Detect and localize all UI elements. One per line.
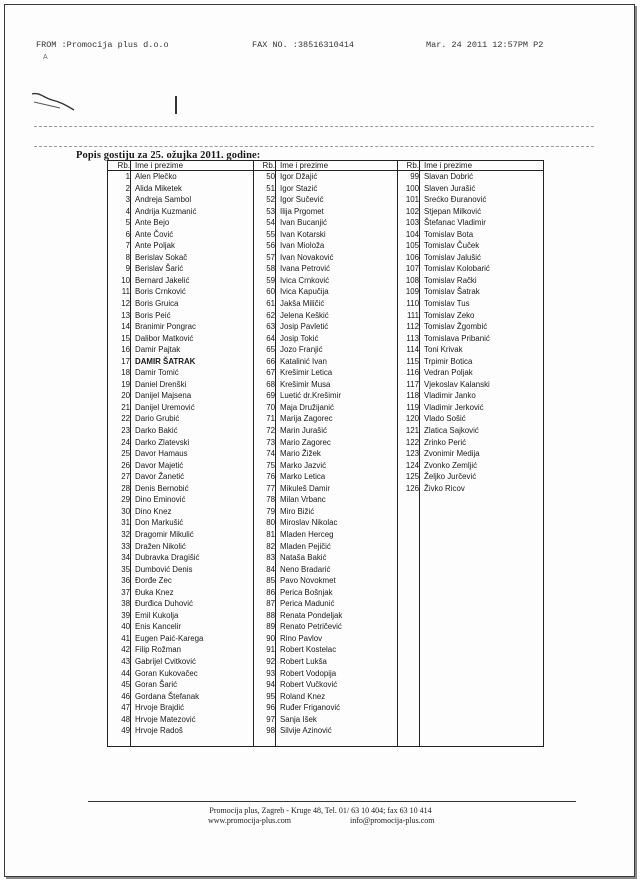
row-number: 15 <box>121 333 130 343</box>
guest-name: Josip Pavletić <box>280 322 329 332</box>
row-number: 62 <box>266 310 275 320</box>
row-number: 123 <box>405 449 419 459</box>
guest-name: Stjepan Milković <box>424 206 482 216</box>
guest-name: Vedran Poljak <box>424 368 473 378</box>
guest-name: Katalinić Ivan <box>280 356 327 366</box>
row-number: 3 <box>125 195 130 205</box>
row-number: 14 <box>121 322 130 332</box>
guest-name: Ruđer Friganović <box>280 703 341 713</box>
guest-name: Trpimir Botica <box>424 356 473 366</box>
guest-name: Vlado Sošić <box>424 414 466 424</box>
guest-name: Josip Tokić <box>280 333 319 343</box>
guest-name: Igor Sučević <box>280 195 324 205</box>
header-rb: Rb. <box>117 161 130 170</box>
row-number: 7 <box>125 241 130 251</box>
fold-line <box>34 126 594 127</box>
row-number: 37 <box>121 587 130 597</box>
row-number: 67 <box>266 368 275 378</box>
guest-name: Branimir Pongrac <box>135 322 196 332</box>
guest-name: Dino Eminović <box>135 495 186 505</box>
row-number: 98 <box>266 726 275 736</box>
row-number: 110 <box>406 299 419 309</box>
guest-name: Tomislav Zeko <box>424 310 475 320</box>
row-number: 12 <box>121 299 130 309</box>
guest-name: Berislav Šarić <box>135 264 184 274</box>
row-number: 58 <box>266 264 275 274</box>
fax-header <box>36 40 596 54</box>
header-name: Ime i prezime <box>135 161 184 170</box>
guest-name: Davor Hamaus <box>135 449 188 459</box>
guest-name: Ivica Crnković <box>280 275 330 285</box>
guest-name: Dino Knez <box>135 506 172 516</box>
row-number: 43 <box>121 656 130 666</box>
guest-name: Štefanac Vladimir <box>424 218 486 228</box>
row-number: 120 <box>405 414 419 424</box>
guest-name: Jakša Miličić <box>280 299 325 309</box>
guest-name: Mikuleš Damir <box>280 483 330 493</box>
guest-name: Miroslav Nikolac <box>280 518 338 528</box>
footer-email: info@promocija-plus.com <box>350 816 435 825</box>
row-number: 34 <box>121 553 130 563</box>
fax-date: Mar. 24 2011 12:57PM P2 <box>426 40 544 50</box>
guest-name: Ante Bejo <box>135 218 170 228</box>
scribble-mark <box>30 90 76 114</box>
footer-address: Promocija plus, Zagreb - Kruge 48, Tel. 01/ 63 10 404; fax 63 10 414 <box>209 806 432 815</box>
row-number: 121 <box>405 426 419 436</box>
guest-name: Hrvoje Brajdić <box>135 703 185 713</box>
guest-name: Vjekoslav Kalanski <box>424 379 490 389</box>
guest-name: Perica Bošnjak <box>280 587 333 597</box>
row-number: 95 <box>266 691 275 701</box>
row-number: 92 <box>266 656 275 666</box>
row-number: 30 <box>121 506 130 516</box>
row-number: 84 <box>266 564 275 574</box>
guest-name: Željko Jurčević <box>424 472 477 482</box>
guest-name: Danijel Majsena <box>135 391 192 401</box>
row-number: 119 <box>406 402 419 412</box>
guest-name: Danijel Uremović <box>135 402 195 412</box>
row-number: 114 <box>406 345 419 355</box>
guest-name: Berislav Sokač <box>135 252 188 262</box>
row-number: 8 <box>125 252 130 262</box>
guest-name: Goran Šarić <box>135 680 178 690</box>
row-number: 27 <box>121 472 130 482</box>
row-number: 52 <box>266 195 275 205</box>
row-number: 28 <box>121 483 130 493</box>
header-rb: Rb. <box>406 161 419 170</box>
guest-name: DAMIR ŠATRAK <box>135 356 196 366</box>
bar-mark <box>175 96 177 114</box>
row-number: 5 <box>125 218 130 228</box>
row-number: 46 <box>121 691 130 701</box>
row-number: 9 <box>125 264 130 274</box>
guest-name: Ivan Mioloža <box>280 241 325 251</box>
guest-name: Dario Grubić <box>135 414 180 424</box>
row-number: 102 <box>405 206 419 216</box>
header-name: Ime i prezime <box>424 161 473 170</box>
guest-name: Marko Letica <box>280 472 326 482</box>
row-number: 42 <box>121 645 130 655</box>
row-number: 13 <box>121 310 130 320</box>
fax-from: FROM :Promocija plus d.o.o <box>36 40 169 50</box>
footer-divider <box>88 801 576 802</box>
row-number: 32 <box>121 529 130 539</box>
guest-name: Đurđica Duhović <box>135 599 193 609</box>
row-number: 69 <box>266 391 275 401</box>
guest-name: Boris Peić <box>135 310 171 320</box>
row-number: 115 <box>406 356 419 366</box>
row-number: 111 <box>407 310 419 320</box>
guest-name: Ivan Kotarski <box>280 229 326 239</box>
row-number: 16 <box>121 345 130 355</box>
guest-name: Miro Bižić <box>280 506 315 516</box>
row-number: 53 <box>266 206 275 216</box>
row-number: 72 <box>266 426 275 436</box>
guest-name: Renata Pondeljak <box>280 610 343 620</box>
guest-name: Marija Zagorec <box>280 414 333 424</box>
row-number: 2 <box>125 183 130 193</box>
guest-name: Marko Jazvić <box>280 460 327 470</box>
row-number: 112 <box>406 322 419 332</box>
row-number: 91 <box>266 645 275 655</box>
guest-name: Zvonko Zemljić <box>424 460 478 470</box>
row-number: 70 <box>266 402 275 412</box>
guest-name: Tomislav Rački <box>424 275 477 285</box>
guest-name: Tomislav Bota <box>424 229 474 239</box>
guest-name: Sanja Išek <box>280 714 317 724</box>
row-number: 80 <box>266 518 275 528</box>
guest-name: Jozo Franjić <box>280 345 323 355</box>
fax-number: FAX NO. :38516310414 <box>252 40 355 50</box>
guest-name: Tomislava Pribanić <box>424 333 490 343</box>
row-number: 107 <box>405 264 419 274</box>
row-number: 49 <box>121 726 130 736</box>
row-number: 6 <box>125 229 130 239</box>
guest-name: Ilija Prgomet <box>280 206 324 216</box>
guest-name: Renato Petričević <box>280 622 342 632</box>
row-number: 87 <box>266 599 275 609</box>
row-number: 68 <box>266 379 275 389</box>
guest-name: Bernard Jakelić <box>135 275 190 285</box>
guest-name: Filip Rožman <box>135 645 182 655</box>
guest-name: Enis Kancelir <box>135 622 182 632</box>
row-number: 122 <box>405 437 419 447</box>
guest-name: Vladimir Jerković <box>424 402 484 412</box>
row-number: 44 <box>121 668 130 678</box>
row-number: 61 <box>266 299 275 309</box>
guest-name: Mario Žižek <box>280 449 321 459</box>
header-name: Ime i prezime <box>280 161 329 170</box>
row-number: 100 <box>405 183 419 193</box>
row-number: 47 <box>121 703 130 713</box>
guest-name: Perica Madunić <box>280 599 335 609</box>
guest-name: Slaven Jurašić <box>424 183 476 193</box>
guest-name: Mario Zagorec <box>280 437 331 447</box>
guest-name: Krešimir Letica <box>280 368 333 378</box>
row-number: 105 <box>405 241 419 251</box>
row-number: 60 <box>266 287 275 297</box>
row-number: 21 <box>121 402 130 412</box>
guest-table <box>107 160 544 747</box>
fold-line <box>34 146 594 147</box>
guest-name: Jelena Keškić <box>280 310 329 320</box>
row-number: 82 <box>266 541 275 551</box>
row-number: 75 <box>266 460 275 470</box>
guest-name: Eugen Paić-Karega <box>135 633 204 643</box>
column-divider <box>419 161 420 746</box>
row-number: 29 <box>121 495 130 505</box>
row-number: 71 <box>266 414 275 424</box>
row-number: 78 <box>266 495 275 505</box>
guest-name: Hrvoje Radoš <box>135 726 183 736</box>
guest-name: Darko Zlatevski <box>135 437 190 447</box>
row-number: 83 <box>266 553 275 563</box>
row-number: 54 <box>266 218 275 228</box>
guest-name: Don Markušić <box>135 518 184 528</box>
guest-name: Mladen Pejičić <box>280 541 331 551</box>
row-number: 74 <box>266 449 275 459</box>
row-number: 65 <box>266 345 275 355</box>
guest-name: Ivana Petrović <box>280 264 330 274</box>
guest-name: Igor Džajić <box>280 172 318 181</box>
guest-name: Dalibor Matković <box>135 333 194 343</box>
guest-name: Denis Bernobić <box>135 483 189 493</box>
column-divider <box>253 161 254 746</box>
guest-name: Ivan Bucanjić <box>280 218 327 228</box>
row-number: 116 <box>406 368 419 378</box>
guest-name: Goran Kukovačec <box>135 668 198 678</box>
guest-name: Zrinko Perić <box>424 437 467 447</box>
guest-name: Nataša Bakić <box>280 553 327 563</box>
guest-name: Milan Vrbanc <box>280 495 326 505</box>
fax-mark: A <box>43 54 48 61</box>
guest-name: Dumbović Denis <box>135 564 193 574</box>
row-number: 20 <box>121 391 130 401</box>
guest-name: Damir Tomić <box>135 368 179 378</box>
guest-name: Andrija Kuzmanić <box>135 206 197 216</box>
row-number: 57 <box>266 252 275 262</box>
guest-name: Tomislav Šatrak <box>424 287 480 297</box>
row-number: 81 <box>266 529 275 539</box>
row-number: 124 <box>405 460 419 470</box>
row-number: 4 <box>125 206 130 216</box>
row-number: 19 <box>121 379 130 389</box>
guest-name: Gabrijel Cvitković <box>135 656 196 666</box>
guest-name: Tomislav Čuček <box>424 241 480 251</box>
row-number: 77 <box>266 483 275 493</box>
guest-name: Darko Bakić <box>135 426 178 436</box>
row-number: 106 <box>405 252 419 262</box>
guest-name: Alida Miketek <box>135 183 182 193</box>
row-number: 39 <box>121 610 130 620</box>
guest-name: Slavan Dobrić <box>424 172 474 181</box>
guest-name: Andreja Sambol <box>135 195 192 205</box>
guest-name: Neno Bradarić <box>280 564 331 574</box>
row-number: 126 <box>405 483 419 493</box>
row-number: 10 <box>121 275 130 285</box>
guest-name: Daniel Drenški <box>135 379 187 389</box>
row-number: 66 <box>266 356 275 366</box>
row-number: 109 <box>405 287 419 297</box>
row-number: 55 <box>266 229 275 239</box>
row-number: 1 <box>125 172 130 181</box>
header-rb: Rb. <box>262 161 275 170</box>
row-number: 103 <box>405 218 419 228</box>
row-number: 31 <box>121 518 130 528</box>
row-number: 125 <box>405 472 419 482</box>
row-number: 104 <box>405 229 419 239</box>
row-number: 76 <box>266 472 275 482</box>
guest-name: Robert Lukša <box>280 656 327 666</box>
guest-name: Zlatica Sajković <box>424 426 479 436</box>
row-number: 117 <box>406 379 419 389</box>
guest-name: Tomislav Jalušić <box>424 252 482 262</box>
guest-name: Maja Družijanić <box>280 402 334 412</box>
row-number: 64 <box>266 333 275 343</box>
row-number: 63 <box>266 322 275 332</box>
guest-name: Đuka Knez <box>135 587 174 597</box>
row-number: 33 <box>121 541 130 551</box>
guest-name: Dražen Nikolić <box>135 541 186 551</box>
guest-name: Davor Žanetić <box>135 472 185 482</box>
row-number: 26 <box>121 460 130 470</box>
row-number: 24 <box>121 437 130 447</box>
row-number: 86 <box>266 587 275 597</box>
column-divider <box>275 161 276 746</box>
guest-name: Robert Kostelac <box>280 645 337 655</box>
guest-name: Ivica Kapučija <box>280 287 329 297</box>
guest-name: Ante Poljak <box>135 241 175 251</box>
row-number: 94 <box>266 680 275 690</box>
guest-name: Davor Majetić <box>135 460 184 470</box>
guest-name: Robert Vučković <box>280 680 338 690</box>
guest-name: Damir Pajtak <box>135 345 181 355</box>
guest-name: Mladen Herceg <box>280 529 334 539</box>
row-number: 113 <box>406 333 419 343</box>
row-number: 88 <box>266 610 275 620</box>
footer-website: www.promocija-plus.com <box>208 816 292 825</box>
guest-name: Hrvoje Matezović <box>135 714 196 724</box>
row-number: 59 <box>266 275 275 285</box>
row-number: 36 <box>121 576 130 586</box>
row-number: 40 <box>121 622 130 632</box>
row-number: 90 <box>266 633 275 643</box>
guest-name: Krešimir Musa <box>280 379 331 389</box>
row-number: 23 <box>121 426 130 436</box>
guest-name: Marin Jurašić <box>280 426 327 436</box>
row-number: 51 <box>266 183 275 193</box>
guest-name: Dubravka Dragišić <box>135 553 200 563</box>
row-number: 38 <box>121 599 130 609</box>
column-divider <box>130 161 131 746</box>
guest-name: Tomislav Žgombić <box>424 322 488 332</box>
row-number: 35 <box>121 564 130 574</box>
guest-name: Živko Ricov <box>424 483 465 493</box>
row-number: 17 <box>121 356 130 366</box>
row-number: 22 <box>121 414 130 424</box>
row-number: 11 <box>121 287 130 297</box>
row-number: 85 <box>266 576 275 586</box>
row-number: 99 <box>410 172 419 181</box>
guest-name: Đorđe Zec <box>135 576 172 586</box>
guest-name: Luetić dr.Krešimir <box>280 391 341 401</box>
row-number: 41 <box>121 633 130 643</box>
row-number: 93 <box>266 668 275 678</box>
guest-name: Boris Gruica <box>135 299 179 309</box>
row-number: 79 <box>266 506 275 516</box>
row-number: 73 <box>266 437 275 447</box>
column-divider <box>397 161 398 746</box>
row-number: 48 <box>121 714 130 724</box>
guest-name: Robert Vodopija <box>280 668 337 678</box>
row-number: 18 <box>121 368 130 378</box>
guest-name: Alen Plečko <box>135 172 177 181</box>
guest-name: Igor Stazić <box>280 183 318 193</box>
guest-name: Toni Krivak <box>424 345 463 355</box>
guest-name: Roland Knez <box>280 691 326 701</box>
guest-name: Boris Crnković <box>135 287 186 297</box>
row-number: 108 <box>405 275 419 285</box>
guest-name: Zvonimir Medija <box>424 449 480 459</box>
row-number: 101 <box>405 195 419 205</box>
row-number: 96 <box>266 703 275 713</box>
document-title: Popis gostiju za 25. ožujka 2011. godine: <box>76 150 261 161</box>
guest-name: Tomislav Kolobarić <box>424 264 490 274</box>
row-number: 118 <box>406 391 419 401</box>
guest-name: Silvije Azinović <box>280 726 332 736</box>
guest-name: Vladimir Janko <box>424 391 476 401</box>
row-number: 89 <box>266 622 275 632</box>
row-number: 45 <box>121 680 130 690</box>
guest-name: Ivan Novaković <box>280 252 334 262</box>
row-number: 50 <box>266 172 275 181</box>
row-number: 97 <box>266 714 275 724</box>
guest-name: Pavo Novokmet <box>280 576 336 586</box>
guest-name: Ante Čović <box>135 229 174 239</box>
guest-name: Emil Kukolja <box>135 610 179 620</box>
row-number: 56 <box>266 241 275 251</box>
guest-name: Tomislav Tus <box>424 299 470 309</box>
guest-name: Dragomir Mikulić <box>135 529 194 539</box>
guest-name: Gordana Štefanak <box>135 691 200 701</box>
guest-name: Srećko Đuranović <box>424 195 487 205</box>
guest-name: Rino Pavlov <box>280 633 323 643</box>
row-number: 25 <box>121 449 130 459</box>
